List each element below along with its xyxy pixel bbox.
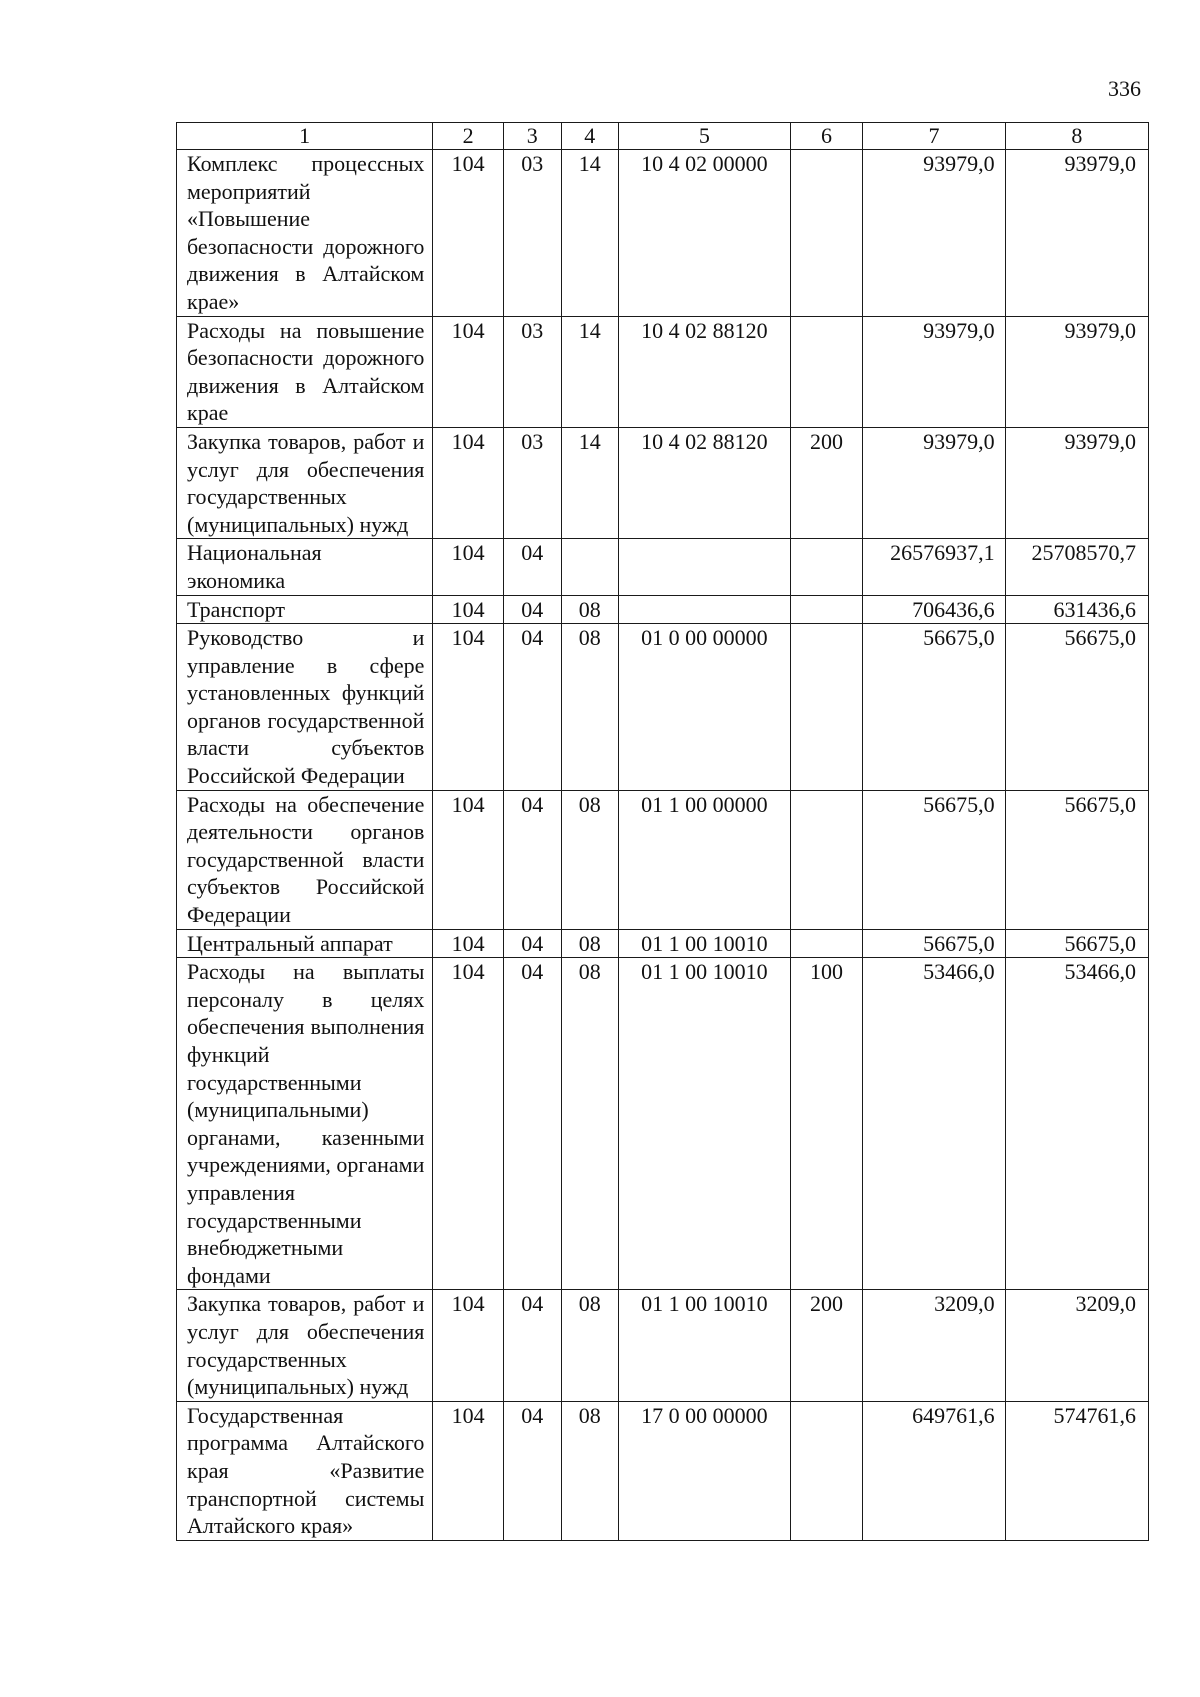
cell-target-code: 01 1 00 00000 xyxy=(619,790,791,929)
cell-target-code xyxy=(619,595,791,624)
cell-section: 04 xyxy=(504,624,562,791)
table-row xyxy=(177,624,1149,791)
row-name: Закупка товаров, работ и услуг для обеспечения государственных (муниципальных) нужд xyxy=(177,427,433,538)
cell-ministry: 104 xyxy=(433,595,504,624)
page-number: 336 xyxy=(1108,76,1141,101)
column-header: 6 xyxy=(790,123,863,150)
cell-subsection: 08 xyxy=(561,958,619,1290)
cell-target-code: 10 4 02 88120 xyxy=(619,316,791,427)
cell-expense-type xyxy=(790,150,863,317)
cell-expense-type xyxy=(790,790,863,929)
cell-amount-8: 56675,0 xyxy=(1005,790,1148,929)
cell-amount-7: 706436,6 xyxy=(863,595,1005,624)
cell-section: 04 xyxy=(504,539,562,595)
cell-section: 04 xyxy=(504,929,562,958)
cell-amount-7: 53466,0 xyxy=(863,958,1005,1290)
column-header: 5 xyxy=(619,123,791,150)
cell-subsection: 14 xyxy=(561,316,619,427)
cell-section: 04 xyxy=(504,1290,562,1401)
cell-section: 04 xyxy=(504,958,562,1290)
table-row xyxy=(177,958,1149,1290)
table-header-row xyxy=(177,123,1149,150)
cell-section: 03 xyxy=(504,316,562,427)
table-row xyxy=(177,150,1149,317)
cell-amount-7: 93979,0 xyxy=(863,427,1005,538)
cell-ministry: 104 xyxy=(433,539,504,595)
table-row xyxy=(177,790,1149,929)
cell-expense-type xyxy=(790,316,863,427)
cell-ministry: 104 xyxy=(433,929,504,958)
cell-expense-type xyxy=(790,539,863,595)
row-name: Государственная программа Алтайского края «Развитие транспортной системы Алтайского края» xyxy=(177,1401,433,1540)
cell-subsection: 08 xyxy=(561,1401,619,1540)
table-row xyxy=(177,929,1149,958)
column-header: 8 xyxy=(1005,123,1148,150)
cell-subsection: 08 xyxy=(561,624,619,791)
cell-expense-type xyxy=(790,595,863,624)
cell-amount-8: 93979,0 xyxy=(1005,150,1148,317)
cell-amount-8: 56675,0 xyxy=(1005,929,1148,958)
cell-target-code xyxy=(619,539,791,595)
cell-target-code: 10 4 02 88120 xyxy=(619,427,791,538)
cell-section: 04 xyxy=(504,595,562,624)
cell-subsection: 14 xyxy=(561,427,619,538)
row-name: Закупка товаров, работ и услуг для обеспечения государственных (муниципальных) нужд xyxy=(177,1290,433,1401)
cell-expense-type xyxy=(790,929,863,958)
cell-amount-7: 26576937,1 xyxy=(863,539,1005,595)
cell-target-code: 01 1 00 10010 xyxy=(619,929,791,958)
cell-amount-8: 56675,0 xyxy=(1005,624,1148,791)
cell-amount-8: 631436,6 xyxy=(1005,595,1148,624)
cell-subsection: 08 xyxy=(561,929,619,958)
cell-amount-7: 56675,0 xyxy=(863,624,1005,791)
cell-subsection: 14 xyxy=(561,150,619,317)
cell-target-code: 01 0 00 00000 xyxy=(619,624,791,791)
column-header: 2 xyxy=(433,123,504,150)
cell-amount-8: 93979,0 xyxy=(1005,316,1148,427)
row-name: Транспорт xyxy=(177,595,433,624)
row-name: Расходы на обеспечение деятельности органов государственной власти субъектов Российской Федерации xyxy=(177,790,433,929)
row-name: Расходы на выплаты персоналу в целях обеспечения выполнения функций государственными (муниципальными) органами, казенными учреждениями, органами управления государственными внебюджетными фондами xyxy=(177,958,433,1290)
cell-amount-7: 649761,6 xyxy=(863,1401,1005,1540)
cell-amount-7: 3209,0 xyxy=(863,1290,1005,1401)
cell-subsection: 08 xyxy=(561,1290,619,1401)
column-header: 4 xyxy=(561,123,619,150)
table-row xyxy=(177,539,1149,595)
cell-target-code: 10 4 02 00000 xyxy=(619,150,791,317)
cell-section: 04 xyxy=(504,1401,562,1540)
row-name: Центральный аппарат xyxy=(177,929,433,958)
cell-ministry: 104 xyxy=(433,427,504,538)
budget-table xyxy=(176,122,1149,1541)
cell-ministry: 104 xyxy=(433,958,504,1290)
cell-amount-8: 3209,0 xyxy=(1005,1290,1148,1401)
cell-section: 03 xyxy=(504,150,562,317)
row-name: Национальная экономика xyxy=(177,539,433,595)
table-row xyxy=(177,427,1149,538)
cell-amount-8: 53466,0 xyxy=(1005,958,1148,1290)
cell-subsection xyxy=(561,539,619,595)
cell-ministry: 104 xyxy=(433,150,504,317)
cell-amount-7: 56675,0 xyxy=(863,790,1005,929)
cell-target-code: 01 1 00 10010 xyxy=(619,958,791,1290)
cell-target-code: 01 1 00 10010 xyxy=(619,1290,791,1401)
table-row xyxy=(177,595,1149,624)
cell-expense-type: 100 xyxy=(790,958,863,1290)
cell-expense-type: 200 xyxy=(790,1290,863,1401)
row-name: Комплекс процессных мероприятий «Повышение безопасности дорожного движения в Алтайском крае» xyxy=(177,150,433,317)
cell-amount-7: 56675,0 xyxy=(863,929,1005,958)
cell-target-code: 17 0 00 00000 xyxy=(619,1401,791,1540)
cell-ministry: 104 xyxy=(433,624,504,791)
row-name: Расходы на повышение безопасности дорожного движения в Алтайском крае xyxy=(177,316,433,427)
table-row xyxy=(177,1401,1149,1540)
cell-expense-type xyxy=(790,1401,863,1540)
cell-section: 04 xyxy=(504,790,562,929)
cell-amount-7: 93979,0 xyxy=(863,150,1005,317)
cell-amount-8: 574761,6 xyxy=(1005,1401,1148,1540)
cell-subsection: 08 xyxy=(561,790,619,929)
column-header: 7 xyxy=(863,123,1005,150)
cell-amount-8: 93979,0 xyxy=(1005,427,1148,538)
row-name: Руководство и управление в сфере установленных функций органов государственной власти субъектов Российской Федерации xyxy=(177,624,433,791)
table-row xyxy=(177,316,1149,427)
cell-subsection: 08 xyxy=(561,595,619,624)
cell-ministry: 104 xyxy=(433,316,504,427)
cell-ministry: 104 xyxy=(433,1290,504,1401)
column-header: 3 xyxy=(504,123,562,150)
cell-ministry: 104 xyxy=(433,1401,504,1540)
cell-ministry: 104 xyxy=(433,790,504,929)
cell-expense-type xyxy=(790,624,863,791)
column-header: 1 xyxy=(177,123,433,150)
cell-amount-8: 25708570,7 xyxy=(1005,539,1148,595)
cell-expense-type: 200 xyxy=(790,427,863,538)
table-row xyxy=(177,1290,1149,1401)
cell-amount-7: 93979,0 xyxy=(863,316,1005,427)
cell-section: 03 xyxy=(504,427,562,538)
